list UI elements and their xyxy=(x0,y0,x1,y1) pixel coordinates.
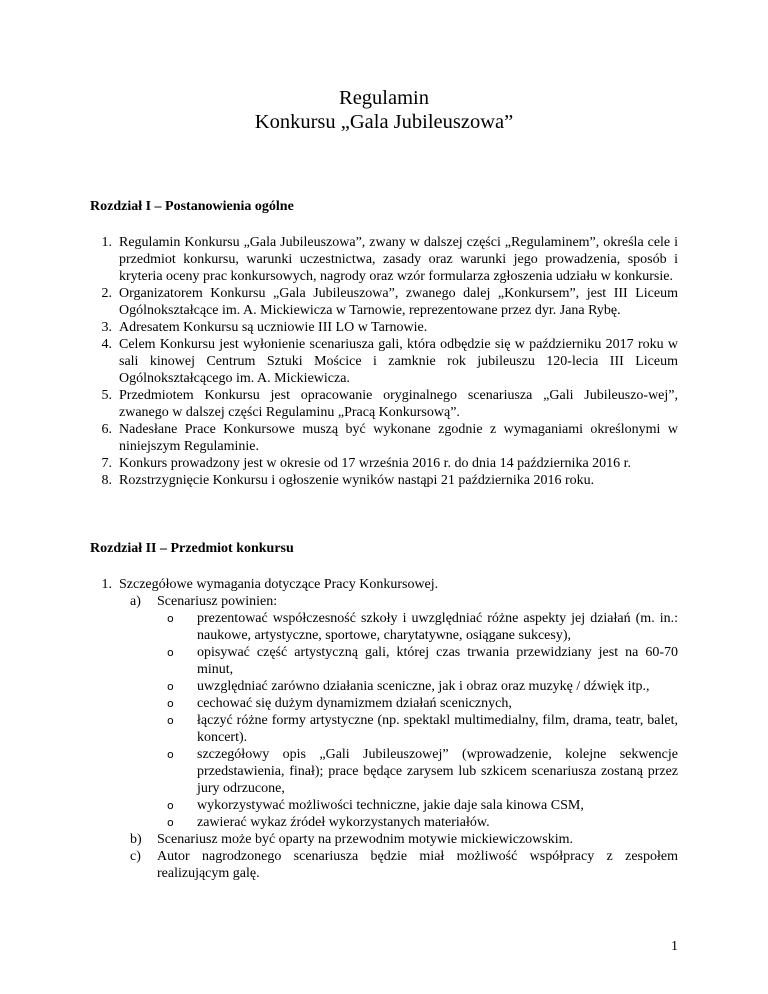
list-item-text: Rozstrzygnięcie Konkursu i ogłoszenie wyników nastąpi 21 października 2016 roku. xyxy=(119,473,595,488)
bullet-item xyxy=(167,644,678,678)
list-item-text: Konkurs prowadzony jest w okresie od 17 września 2016 r. do dnia 14 października 2016 r. xyxy=(119,456,632,471)
bullet-item xyxy=(167,797,678,814)
list-item-text: Szczegółowe wymagania dotyczące Pracy Konkursowej. xyxy=(119,577,439,592)
bullet-item-text: prezentować współczesność szkoły i uwzględniać różne aspekty jej działań (m. in.: naukowe, artystyczne, sportowe, charytatywne, osiągane sukcesy), xyxy=(197,611,678,643)
requirements-sublist xyxy=(90,593,678,882)
list-item: 1. Szczegółowe wymagania dotyczące Pracy Konkursowej. a) Scenariusz powinien: o prezentować współczesność szkoły i uwzględniać różne aspekty jej działań (m. in.: naukowe, artystyczne, sportowe, charytatywne, osiągane sukcesy), o opisywać część artystyczną gali, której czas trwania przewidziany jest na 60-70 minut, o uwzględniać zarówno działania sceniczne, jak i obraz oraz muzykę / dźwięk itp., o cechować się dużym dynamizmem działań scenicznych, o łączyć różne formy artystyczne (np. spektakl multimedialny, film, drama, teatr, balet, koncert). o szczegółowy opis „Gali Jubileuszowej” (wprowadzenie, kolejne sekwencje przedstawienia, finał); prace będące zarysem lub szkicem scenariusza zostaną przez jury odrzucone, o wykorzystywać możliwości techniczne, jakie daje sala kinowa CSM, o zawierać wykaz źródeł wykorzystanych materiałów. b) Scenariusz może być oparty na przewodnim motywie mickiewiczowskim. c) Autor nagrodzonego scenariusza będzie miał możliwość współpracy z zespołem realizującym galę. xyxy=(90,576,678,882)
bullet-item-text: opisywać część artystyczną gali, której czas trwania przewidziany jest na 60-70 minut, xyxy=(197,645,678,677)
chapter1-heading: Rozdział I – Postanowienia ogólne xyxy=(90,199,294,214)
sublist-item-text: Scenariusz powinien: xyxy=(157,594,278,609)
chapter2-heading: Rozdział II – Przedmiot konkursu xyxy=(90,541,294,556)
list-item: 4. Celem Konkursu jest wyłonienie scenariusza gali, która odbędzie się w październiku 2017 roku w sali kinowej Centrum Sztuki Mościce i zamknie rok jubileuszu 120-lecia III Liceum Ogólnokształcącego im. A. Mickiewicza. xyxy=(101,337,678,386)
document-title-line1: Regulamin xyxy=(339,87,429,109)
list-item-text: Organizatorem Konkursu „Gala Jubileuszowa”, zwanego dalej „Konkursem”, jest III Liceum Ogólnokształcące im. A. Mickiewicza w Tarnowie, reprezentowane przez dyr. Jana Rybę. xyxy=(119,286,678,318)
list-item: 6. Nadesłane Prace Konkursowe muszą być wykonane zgodnie z wymaganiami określonymi w niniejszym Regulaminie. xyxy=(101,422,678,454)
list-item: 5. Przedmiotem Konkursu jest opracowanie oryginalnego scenariusza „Gali Jubileuszo-wej”, zwanego w dalszej części Regulaminu „Pracą Konkursową”. xyxy=(101,388,678,420)
list-item-text: Regulamin Konkursu „Gala Jubileuszowa”, zwany w dalszej części „Regulaminem”, określa cele i przedmiot konkursu, warunki uczestnictwa, zasady oraz warunki jego prowadzenia, sposób i kryteria oceny prac konkursowych, nagrody oraz wzór formularza zgłoszenia udziału w konkursie. xyxy=(119,235,678,284)
circle-bullet-icon: o xyxy=(167,816,174,829)
bullet-item xyxy=(167,814,678,831)
circle-bullet-icon: o xyxy=(167,680,174,693)
document-title-line2: Konkursu „Gala Jubileuszowa” xyxy=(254,111,514,133)
bullet-item-text: wykorzystywać możliwości techniczne, jakie daje sala kinowa CSM, xyxy=(197,798,584,813)
list-item: 2. Organizatorem Konkursu „Gala Jubileuszowa”, zwanego dalej „Konkursem”, jest III Liceum Ogólnokształcące im. A. Mickiewicza w Tarnowie, reprezentowane przez dyr. Jana Rybę. xyxy=(101,286,678,318)
circle-bullet-icon: o xyxy=(167,646,174,659)
bullet-item-text: łączyć różne formy artystyczne (np. spektakl multimedialny, film, drama, teatr, balet, koncert). xyxy=(197,713,678,745)
sublist-item-text: Autor nagrodzonego scenariusza będzie miał możliwość współpracy z zespołem realizującym galę. xyxy=(157,849,678,881)
bullet-item-text: szczegółowy opis „Gali Jubileuszowej” (wprowadzenie, kolejne sekwencje przedstawienia, finał); prace będące zarysem lub szkicem scenariusza zostaną przez jury odrzucone, xyxy=(197,747,678,796)
list-item: 7. Konkurs prowadzony jest w okresie od 17 września 2016 r. do dnia 14 października 2016 r. xyxy=(101,456,632,471)
bullet-item xyxy=(167,695,678,712)
list-item-text: Przedmiotem Konkursu jest opracowanie oryginalnego scenariusza „Gali Jubileuszo-wej”, zwanego w dalszej części Regulaminu „Pracą Konkursową”. xyxy=(119,388,678,420)
bullet-item xyxy=(167,678,678,695)
bullet-item-text: uwzględniać zarówno działania sceniczne, jak i obraz oraz muzykę / dźwięk itp., xyxy=(197,679,650,694)
list-item-text: Celem Konkursu jest wyłonienie scenariusza gali, która odbędzie się w październiku 2017 roku w sali kinowej Centrum Sztuki Mościce i zamknie rok jubileuszu 120-lecia III Liceum Ogólnokształcącego im. A. Mickiewicza. xyxy=(119,337,678,386)
circle-bullet-icon: o xyxy=(167,799,174,812)
list-item: 8. Rozstrzygnięcie Konkursu i ogłoszenie wyników nastąpi 21 października 2016 roku. xyxy=(101,473,595,488)
circle-bullet-icon: o xyxy=(167,748,174,761)
list-item: 1. Regulamin Konkursu „Gala Jubileuszowa”, zwany w dalszej części „Regulaminem”, określa cele i przedmiot konkursu, warunki uczestnictwa, zasady oraz warunki jego prowadzenia, sposób i kryteria oceny prac konkursowych, nagrody oraz wzór formularza zgłoszenia udziału w konkursie. xyxy=(101,235,678,284)
circle-bullet-icon: o xyxy=(167,697,174,710)
bullet-item-text: zawierać wykaz źródeł wykorzystanych materiałów. xyxy=(197,815,490,830)
sublist-item: a) Scenariusz powinien: o prezentować współczesność szkoły i uwzględniać różne aspekty jej działań (m. in.: naukowe, artystyczne, sportowe, charytatywne, osiągane sukcesy), o opisywać część artystyczną gali, której czas trwania przewidziany jest na 60-70 minut, o uwzględniać zarówno działania sceniczne, jak i obraz oraz muzykę / dźwięk itp., o cechować się dużym dynamizmem działań scenicznych, o łączyć różne formy artystyczne (np. spektakl multimedialny, film, drama, teatr, balet, koncert). o szczegółowy opis „Gali Jubileuszowej” (wprowadzenie, kolejne sekwencje przedstawienia, finał); prace będące zarysem lub szkicem scenariusza zostaną przez jury odrzucone, o wykorzystywać możliwości techniczne, jakie daje sala kinowa CSM, o zawierać wykaz źródeł wykorzystanych materiałów. xyxy=(130,594,678,830)
list-item-text: Nadesłane Prace Konkursowe muszą być wykonane zgodnie z wymaganiami określonymi w niniejszym Regulaminie. xyxy=(119,422,678,454)
scenario-requirements xyxy=(157,610,678,831)
list-item-text: Adresatem Konkursu są uczniowie III LO w Tarnowie. xyxy=(119,320,428,335)
sublist-item: b) Scenariusz może być oparty na przewodnim motywie mickiewiczowskim. xyxy=(130,832,573,847)
page-number: 1 xyxy=(671,939,678,954)
circle-bullet-icon: o xyxy=(167,714,174,727)
circle-bullet-icon: o xyxy=(167,612,174,625)
sublist-item: c) Autor nagrodzonego scenariusza będzie miał możliwość współpracy z zespołem realizującym galę. xyxy=(130,849,678,881)
bullet-item xyxy=(167,746,678,797)
sublist-item-text: Scenariusz może być oparty na przewodnim motywie mickiewiczowskim. xyxy=(157,832,573,847)
bullet-item xyxy=(167,712,678,746)
chapter2-list xyxy=(90,576,678,882)
bullet-item-text: cechować się dużym dynamizmem działań scenicznych, xyxy=(197,696,512,711)
list-item: 3. Adresatem Konkursu są uczniowie III LO w Tarnowie. xyxy=(101,320,428,335)
chapter1-list xyxy=(90,234,678,489)
bullet-item xyxy=(167,610,678,644)
